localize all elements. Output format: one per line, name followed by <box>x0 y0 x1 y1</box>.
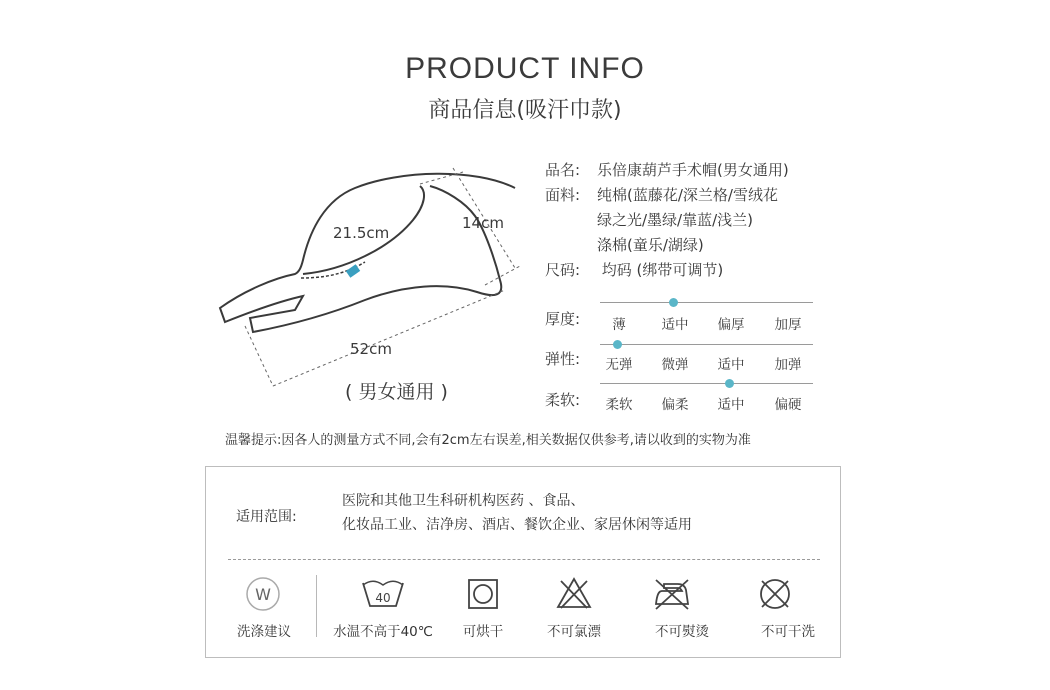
tumble-dry-icon <box>467 578 499 610</box>
scope-text-block <box>342 489 692 537</box>
meter-option: 适中 <box>661 317 689 333</box>
cap-tag-shape <box>346 264 360 277</box>
meter-option: 适中 <box>717 397 745 413</box>
spec-value: 均码 (绑带可调节) <box>597 261 724 279</box>
title-english: PRODUCT INFO <box>405 52 645 85</box>
meter-option: 微弹 <box>661 357 689 373</box>
spec-label: 面料: <box>545 186 581 204</box>
scope-line: 化妆品工业、洁净房、酒店、餐饮企业、家居休闲等适用 <box>342 517 692 533</box>
spec-value: 绿之光/墨绿/靠蓝/浅兰) <box>597 211 754 229</box>
meter-label-thickness: 厚度: <box>545 310 581 328</box>
meter-indicator <box>669 298 678 307</box>
cap-outline-shape <box>220 174 515 332</box>
wash-advice-icon <box>245 576 281 612</box>
meter-line <box>600 383 813 384</box>
spec-label: 品名: <box>545 161 581 179</box>
meter-option: 适中 <box>717 357 745 373</box>
spec-row-name <box>545 158 789 183</box>
scope-label: 适用范围: <box>236 509 297 525</box>
cap-diagram <box>215 150 525 410</box>
care-label-wash: 水温不高于40℃ <box>333 624 433 640</box>
care-label-dryclean: 不可干洗 <box>761 624 815 640</box>
meter-label-elasticity: 弹性: <box>545 350 581 368</box>
meter-option: 无弹 <box>605 357 633 373</box>
meter-option: 柔软 <box>605 397 633 413</box>
dim-line-width <box>273 290 505 386</box>
spec-row-size <box>545 258 789 283</box>
no-dry-clean-icon <box>758 577 792 611</box>
meter-line <box>600 302 813 303</box>
spec-value: 纯棉(蓝藤花/深兰格/雪绒花 <box>597 186 778 204</box>
meter-indicator <box>613 340 622 349</box>
diagram-caption: ( 男女通用 ) <box>345 381 448 403</box>
dim-line-width-left <box>245 326 273 386</box>
meter-option: 偏厚 <box>717 317 745 333</box>
no-bleach-icon <box>556 576 592 610</box>
meter-label-softness: 柔软: <box>545 391 581 409</box>
care-separator <box>316 575 317 637</box>
dim-label-height: 14cm <box>462 214 504 232</box>
meter-indicator <box>725 379 734 388</box>
spec-row-fabric-cont <box>545 208 789 233</box>
care-label-iron: 不可熨烫 <box>655 624 709 640</box>
wash-advice-label: 洗涤建议 <box>237 624 291 640</box>
scope-line: 医院和其他卫生科研机构医药 、食品、 <box>342 493 585 509</box>
meter-option: 偏柔 <box>661 397 689 413</box>
care-label-dry: 可烘干 <box>462 624 504 640</box>
measurement-notice: 温馨提示:因各人的测量方式不同,会有2cm左右误差,相关数据仅供参考,请以收到的实物为准 <box>225 433 751 448</box>
wash-temp-text: 40 <box>375 591 391 605</box>
no-iron-icon <box>652 578 692 610</box>
dim-label-length: 21.5cm <box>333 224 390 242</box>
spec-row-fabric <box>545 183 789 208</box>
spec-value: 涤棉(童乐/湖绿) <box>597 236 704 254</box>
spec-row-fabric-cont <box>545 233 789 258</box>
dim-line-height-bottom <box>485 266 520 285</box>
meter-option: 薄 <box>612 317 626 333</box>
meter-line <box>600 344 813 345</box>
spec-value: 乐倍康葫芦手术帽(男女通用) <box>597 161 789 179</box>
care-label-bleach: 不可氯漂 <box>547 624 601 640</box>
dim-label-width: 52cm <box>350 340 392 358</box>
spec-list <box>545 158 789 283</box>
panel-divider <box>228 559 820 560</box>
meter-option: 加厚 <box>774 317 802 333</box>
wash-advice-letter: W <box>255 585 271 604</box>
meter-option: 加弹 <box>774 357 802 373</box>
wash-40-icon <box>360 577 406 609</box>
title-chinese: 商品信息(吸汗巾款) <box>428 98 622 123</box>
spec-label: 尺码: <box>545 261 581 279</box>
meter-option: 偏硬 <box>774 397 802 413</box>
